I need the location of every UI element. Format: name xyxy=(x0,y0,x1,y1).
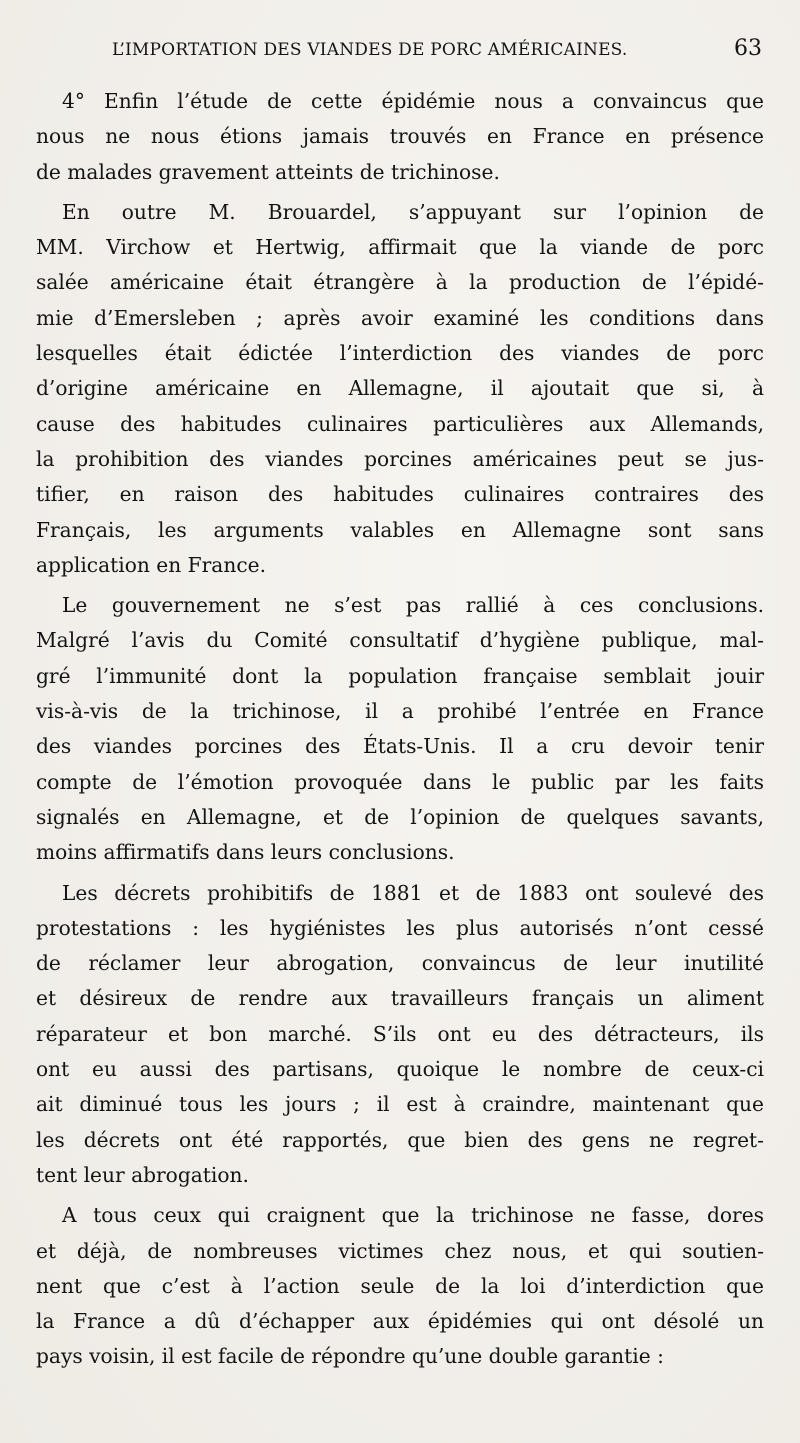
text-line: réparateur et bon marché. S’ils ont eu des détracteurs, ils xyxy=(36,1021,764,1046)
text-line: la prohibition des viandes porcines américaines peut se jus- xyxy=(36,446,764,471)
text-line: la France a dû d’échapper aux épidémies qui ont désolé un xyxy=(36,1309,764,1334)
text-line: de réclamer leur abrogation, convaincus de leur inutilité xyxy=(36,951,764,976)
paragraph xyxy=(36,876,764,1194)
text-line: nous ne nous étions jamais trouvés en France en présence xyxy=(36,124,764,149)
text-line: Français, les arguments valables en Allemagne sont sans xyxy=(36,517,764,542)
text-line: pays voisin, il est facile de répondre qu’une double garantie : xyxy=(36,1344,664,1369)
text-line: MM. Virchow et Hertwig, affirmait que la viande de porc xyxy=(36,235,764,260)
paragraph xyxy=(36,588,764,870)
text-line: Les décrets prohibitifs de 1881 et de 1883 ont soulevé des xyxy=(62,880,764,905)
text-line: nent que c’est à l’action seule de la loi d’interdiction que xyxy=(36,1273,764,1298)
text-line: application en France. xyxy=(36,552,267,577)
text-line: lesquelles était édictée l’interdiction des viandes de porc xyxy=(36,341,764,366)
text-line: les décrets ont été rapportés, que bien des gens ne regret- xyxy=(36,1127,764,1152)
text-line: A tous ceux qui craignent que la trichinose ne fasse, dores xyxy=(62,1203,764,1228)
text-line: et déjà, de nombreuses victimes chez nous, et qui soutien- xyxy=(36,1238,764,1263)
text-line: Le gouvernement ne s’est pas rallié à ces conclusions. xyxy=(62,593,764,618)
text-line: cause des habitudes culinaires particulières aux Allemands, xyxy=(36,411,764,436)
text-line: 4° Enfin l’étude de cette épidémie nous a convaincus que xyxy=(62,89,764,113)
text-line: compte de l’émotion provoquée dans le public par les faits xyxy=(36,769,764,794)
running-title: L’IMPORTATION DES VIANDES DE PORC AMÉRICAINES. xyxy=(112,40,628,60)
body-text xyxy=(36,84,764,1375)
text-line: gré l’immunité dont la population française semblait jouir xyxy=(36,663,764,688)
text-line: protestations : les hygiénistes les plus autorisés n’ont cessé xyxy=(36,915,764,940)
paragraph xyxy=(36,1198,764,1374)
text-line: ont eu aussi des partisans, quoique le nombre de ceux-ci xyxy=(36,1057,764,1082)
text-line: des viandes porcines des États-Unis. Il a cru devoir tenir xyxy=(36,734,764,759)
text-line: vis-à-vis de la trichinose, il a prohibé l’entrée en France xyxy=(36,699,764,724)
page-number: 63 xyxy=(734,36,762,61)
text-line: d’origine américaine en Allemagne, il ajoutait que si, à xyxy=(36,376,764,401)
text-line: mie d’Emersleben ; après avoir examiné les conditions dans xyxy=(36,305,764,330)
text-line: ait diminué tous les jours ; il est à craindre, maintenant que xyxy=(36,1092,764,1117)
text-line: et désireux de rendre aux travailleurs français un aliment xyxy=(36,986,764,1011)
text-line: de malades gravement atteints de trichinose. xyxy=(36,159,500,184)
running-head xyxy=(112,34,762,70)
paragraph xyxy=(36,195,764,583)
text-line: tifier, en raison des habitudes culinaires contraires des xyxy=(36,482,764,507)
text-line: tent leur abrogation. xyxy=(36,1162,249,1187)
text-line: moins affirmatifs dans leurs conclusions. xyxy=(36,840,455,865)
text-line: Malgré l’avis du Comité consultatif d’hygiène publique, mal- xyxy=(36,628,764,653)
paragraph xyxy=(36,84,764,190)
text-line: signalés en Allemagne, et de l’opinion de quelques savants, xyxy=(36,804,764,829)
text-line: salée américaine était étrangère à la production de l’épidé- xyxy=(36,270,764,295)
text-line: En outre M. Brouardel, s’appuyant sur l’opinion de xyxy=(62,199,764,224)
